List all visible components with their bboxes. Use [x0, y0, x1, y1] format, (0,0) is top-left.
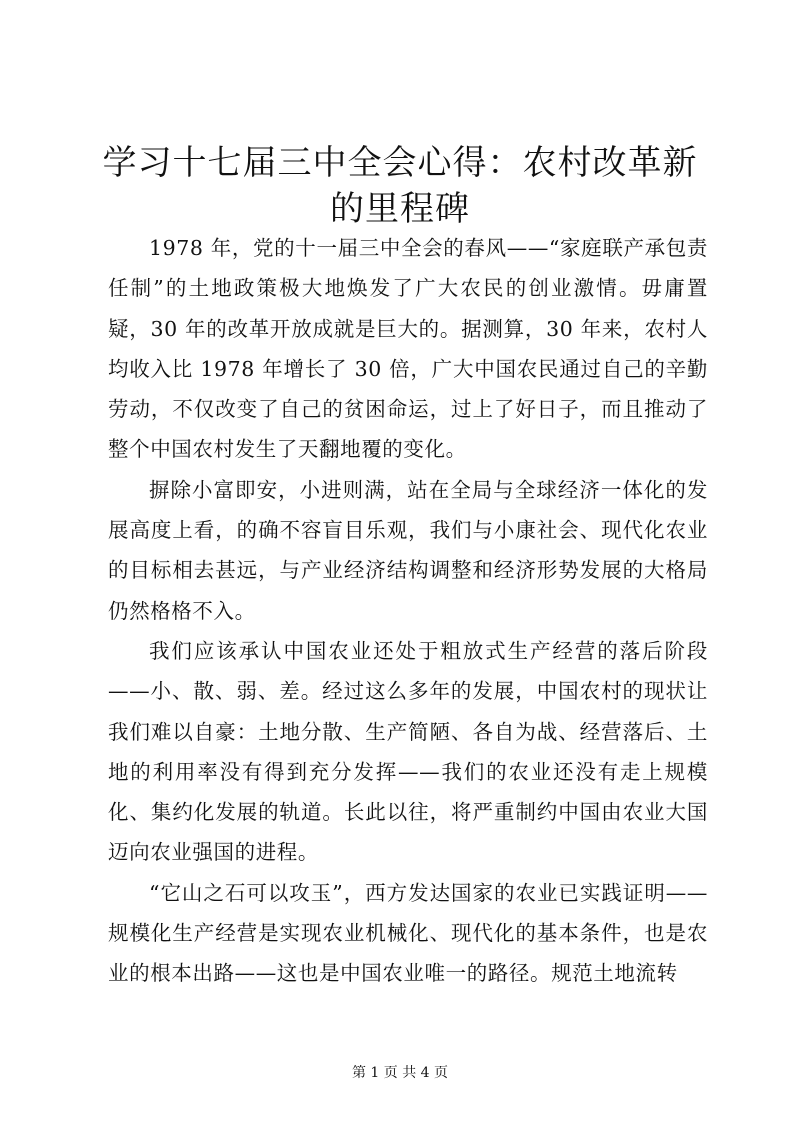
document-body: [108, 228, 708, 994]
paragraph-3: 我们应该承认中国农业还处于粗放式生产经营的落后阶段——小、散、弱、差。经过这么多年的发展，中国农村的现状让我们难以自豪：土地分散、生产简陋、各自为战、经营落后、土地的利用率没有得到充分发挥——我们的农业还没有走上规模化、集约化发展的轨道。长此以往，将严重制约中国由农业大国迈向农业强国的进程。: [108, 638, 708, 865]
paragraph-2: 摒除小富即安，小进则满，站在全局与全球经济一体化的发展高度上看，的确不容盲目乐观，我们与小康社会、现代化农业的目标相去甚远，与产业经济结构调整和经济形势发展的大格局仍然格格不入。: [108, 477, 708, 623]
paragraph-1: 1978 年，党的十一届三中全会的春风——“家庭联产承包责任制”的土地政策极大地焕发了广大农民的创业激情。毋庸置疑，30 年的改革开放成就是巨大的。据测算，30 年来，农村人均收入比 1978 年增长了 30 倍，广大中国农民通过自己的辛勤劳动，不仅改变了自己的贫困命运，过上了好日子，而且推动了整个中国农村发生了天翻地覆的变化。: [108, 236, 708, 462]
page-footer: [0, 1063, 800, 1083]
paragraph-4: “它山之石可以攻玉”，西方发达国家的农业已实践证明——规模化生产经营是实现农业机械化、现代化的基本条件，也是农业的根本出路——这也是中国农业唯一的路径。规范土地流转: [108, 880, 708, 986]
document-title: 学习十七届三中全会心得：农村改革新的里程碑: [102, 143, 698, 229]
page-number-label: 第 1 页 共 4 页: [351, 1065, 449, 1081]
